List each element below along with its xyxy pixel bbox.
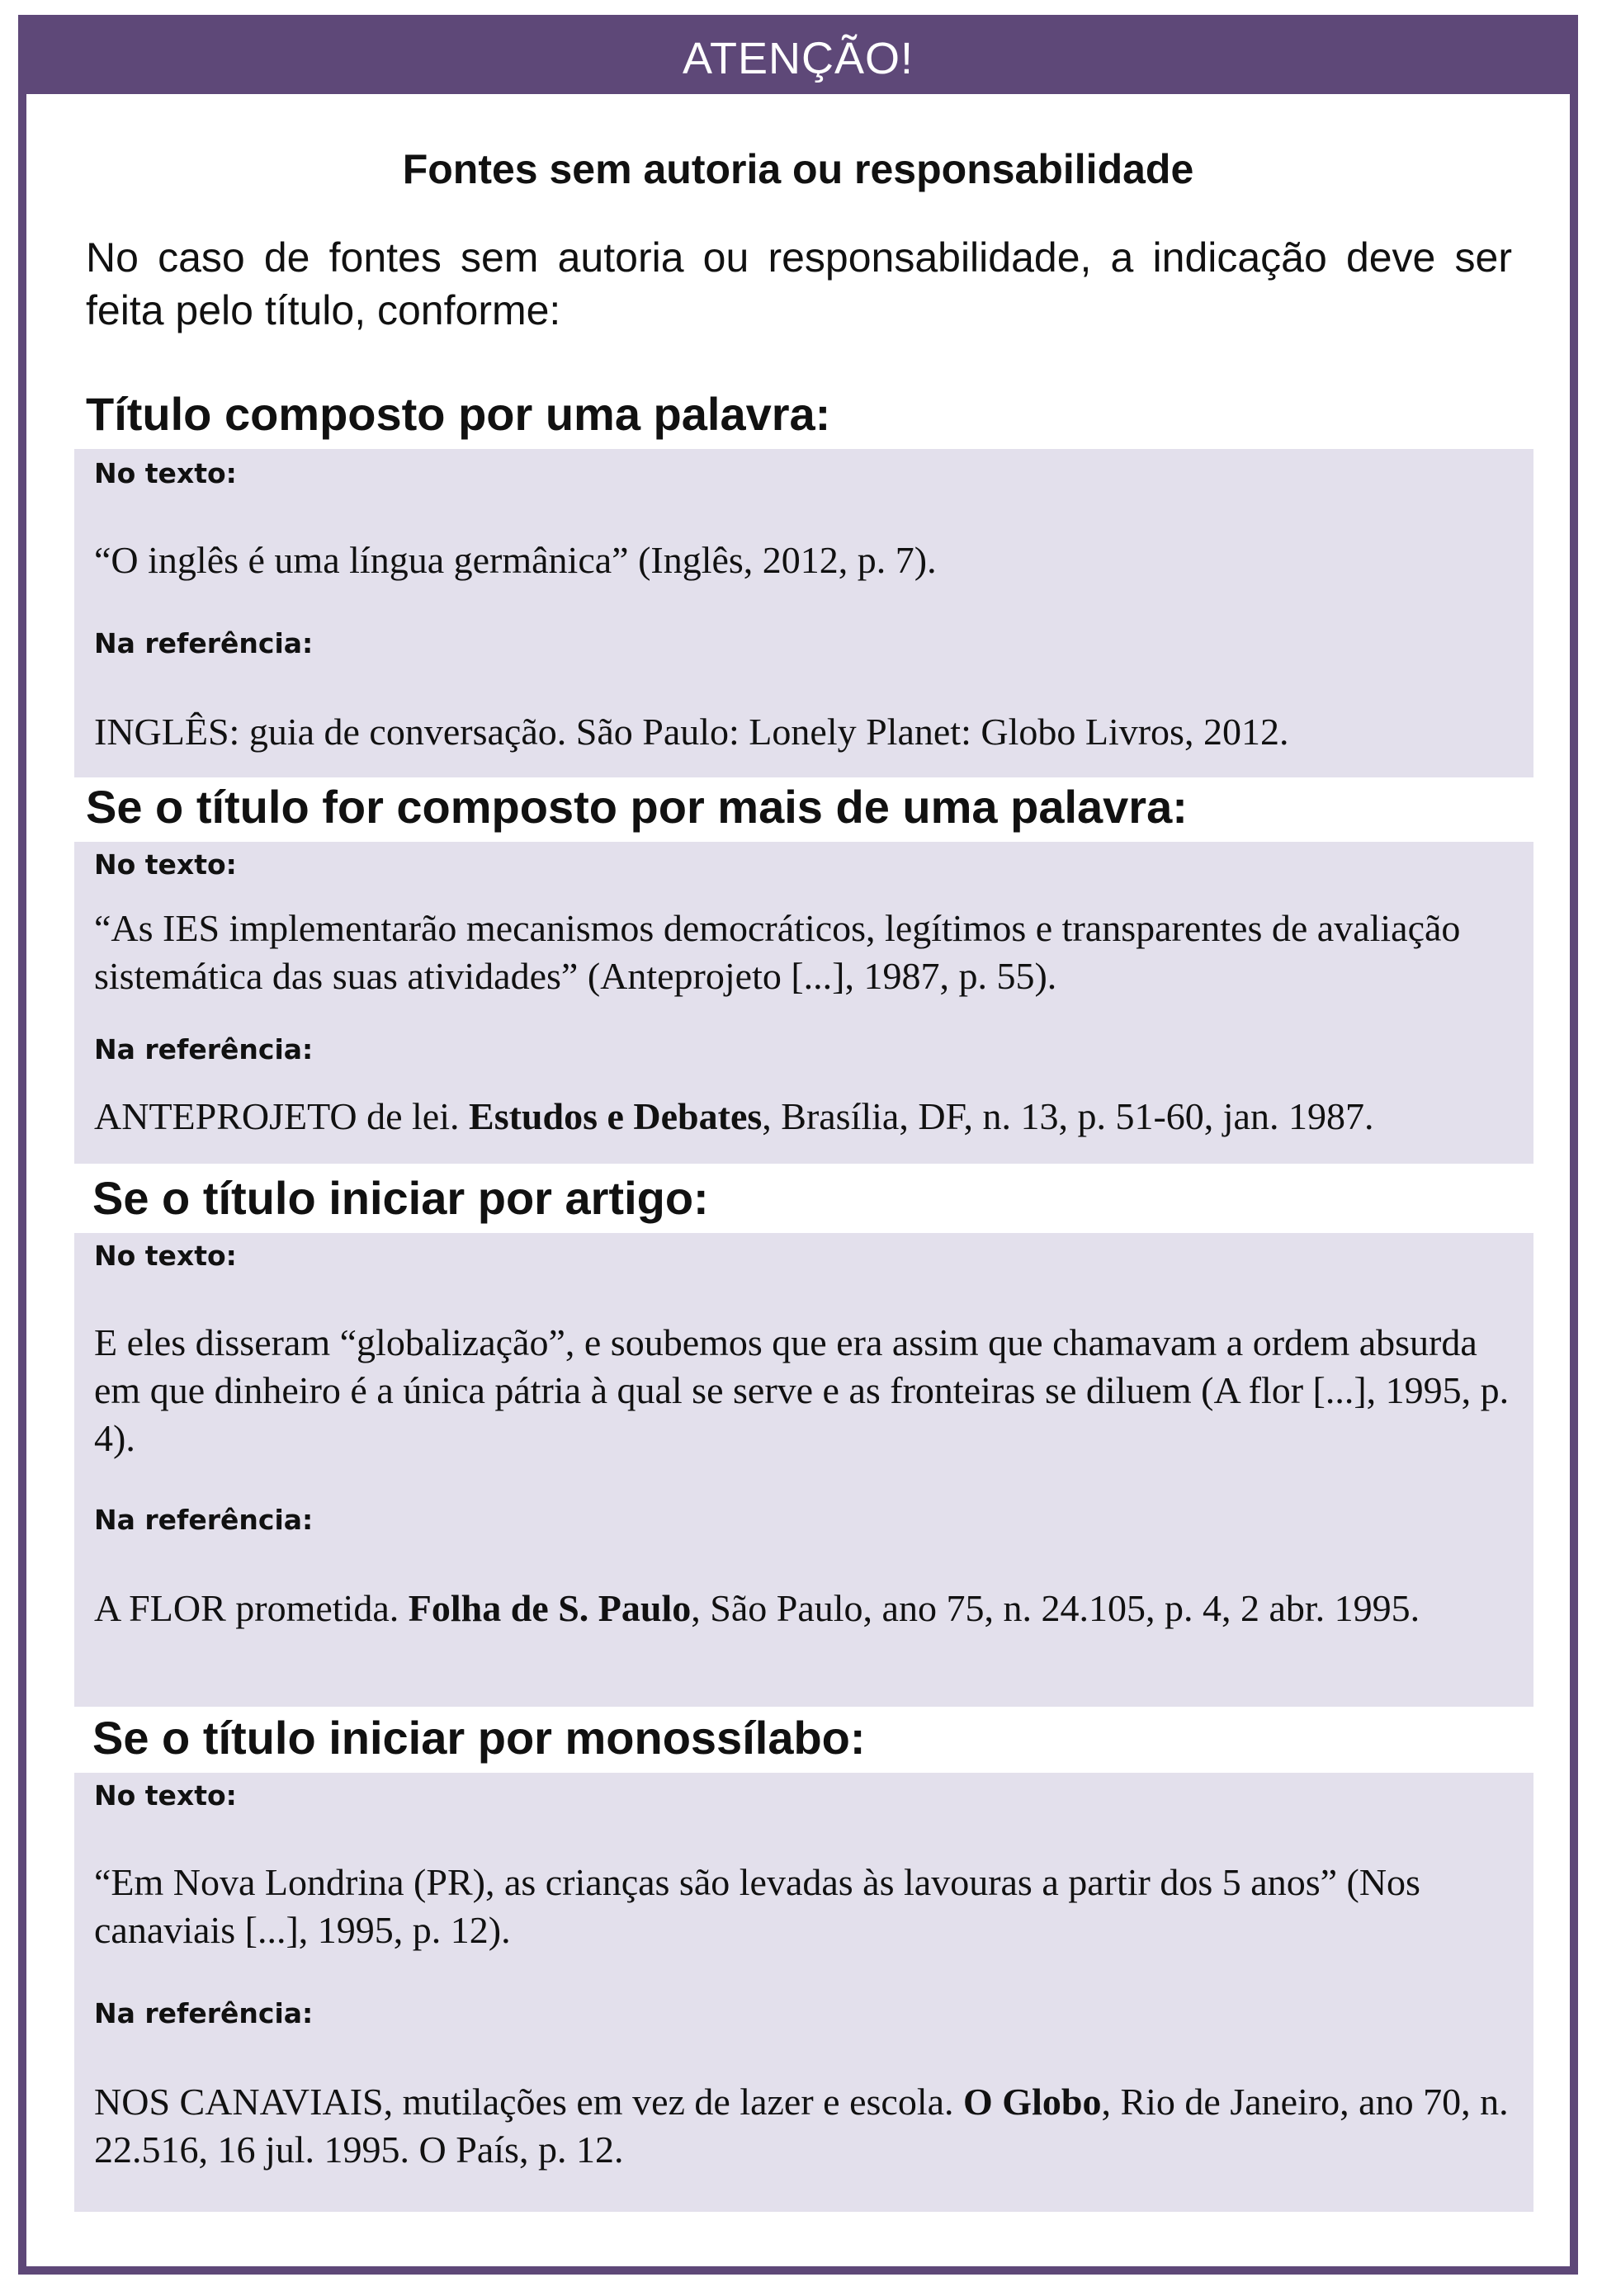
reference-example: NOS CANAVIAIS, mutilações em vez de lazer e escola. O Globo, Rio de Janeiro, ano 70, n. 22.516, 16 jul. 1995. O País, p. 12. bbox=[94, 2081, 1509, 2171]
reference-label: Na referência: bbox=[94, 1033, 314, 1065]
example-box-2 bbox=[74, 842, 1533, 1164]
reference-example: A FLOR prometida. Folha de S. Paulo, São Paulo, ano 75, n. 24.105, p. 4, 2 abr. 1995. bbox=[94, 1587, 1420, 1629]
main-title: Fontes sem autoria ou responsabilidade bbox=[402, 146, 1194, 192]
example-box-4 bbox=[74, 1773, 1533, 2212]
example-box-1 bbox=[74, 449, 1533, 777]
text-example: “Em Nova Londrina (PR), as crianças são levadas às lavouras a partir dos 5 anos” (Nos canaviais [...], 1995, p. 12). bbox=[94, 1861, 1420, 1951]
reference-example: ANTEPROJETO de lei. Estudos e Debates, Brasília, DF, n. 13, p. 51-60, jan. 1987. bbox=[94, 1095, 1374, 1137]
text-example: “As IES implementarão mecanismos democráticos, legítimos e transparentes de avaliação sistemática das suas atividades” (Anteprojeto [...], 1987, p. 55). bbox=[94, 907, 1461, 997]
example-box-3 bbox=[74, 1233, 1533, 1707]
text-label: No texto: bbox=[94, 848, 237, 881]
attention-frame bbox=[18, 15, 1578, 2275]
text-example: E eles disseram “globalização”, e soubemos que era assim que chamavam a ordem absurda em que dinheiro é a única pátria à qual se serve e as fronteiras se diluem (A flor [...], 1995, p. 4). bbox=[94, 1321, 1510, 1459]
section-heading-2: Se o título for composto por mais de uma palavra: bbox=[86, 781, 1188, 833]
text-example: “O inglês é uma língua germânica” (Inglês, 2012, p. 7). bbox=[94, 539, 937, 581]
header-title: ATENÇÃO! bbox=[26, 23, 1570, 94]
section-heading-1: Título composto por uma palavra: bbox=[86, 388, 831, 440]
intro-paragraph: No caso de fontes sem autoria ou responsabilidade, a indicação deve ser feita pelo título, conforme: bbox=[86, 234, 1512, 333]
reference-example: INGLÊS: guia de conversação. São Paulo: Lonely Planet: Globo Livros, 2012. bbox=[94, 711, 1289, 753]
section-heading-4: Se o título iniciar por monossílabo: bbox=[92, 1712, 866, 1764]
section-heading-3: Se o título iniciar por artigo: bbox=[92, 1172, 709, 1224]
text-label: No texto: bbox=[94, 1779, 237, 1812]
reference-label: Na referência: bbox=[94, 627, 314, 659]
reference-label: Na referência: bbox=[94, 1504, 314, 1536]
text-label: No texto: bbox=[94, 457, 237, 489]
text-label: No texto: bbox=[94, 1240, 237, 1272]
reference-label: Na referência: bbox=[94, 1997, 314, 2029]
